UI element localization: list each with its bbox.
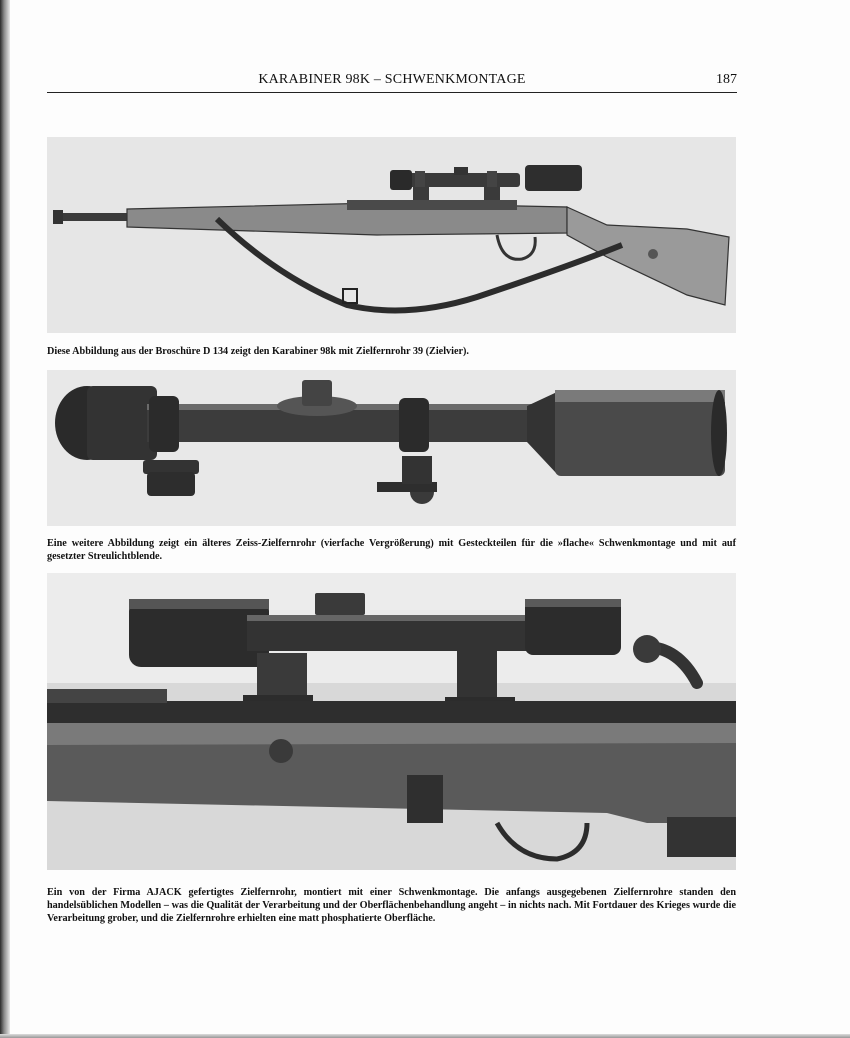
figure-3-caption: Ein von der Firma AJACK gefertigtes Zielfernrohr, montiert mit einer Schwenkmontage. Die anfangs ausgegebenen Zielfernrohre standen den handelsüblichen Modellen – was die Qualität der Verarbeitung und der Oberflächenbehandlung angeht – in nichts nach. Mit Fortdauer des Krieges wurde die Verarbeitung grober, und die Zielfernrohre erhielten eine matt phosphatierte Oberfläche. — [47, 887, 736, 924]
page-binding-shadow — [0, 0, 10, 1038]
figure-1-caption: Diese Abbildung aus der Broschüre D 134 zeigt den Karabiner 98k mit Zielfernrohr 39 (Zielvier). — [47, 346, 469, 357]
page-bottom-edge — [0, 1034, 850, 1038]
zeiss-scope-illustration — [47, 370, 736, 526]
figure-ajack-scope-photo — [47, 573, 736, 870]
figure-zeiss-scope — [47, 370, 736, 526]
figure-2-caption: Eine weitere Abbildung zeigt ein älteres Zeiss-Zielfernrohr (vierfache Vergrößerung) mit Gesteckteilen für die »flache« Schwenkmontage und mit auf gesetzter Streulichtblende. — [47, 538, 736, 562]
running-title: KARABINER 98K – SCHWENKMONTAGE — [258, 72, 526, 87]
page-number: 187 — [716, 72, 737, 87]
ajack-scope-photograph — [47, 573, 736, 870]
figure-rifle-drawing — [47, 137, 736, 333]
running-header — [47, 70, 737, 93]
rifle-illustration — [47, 137, 736, 333]
